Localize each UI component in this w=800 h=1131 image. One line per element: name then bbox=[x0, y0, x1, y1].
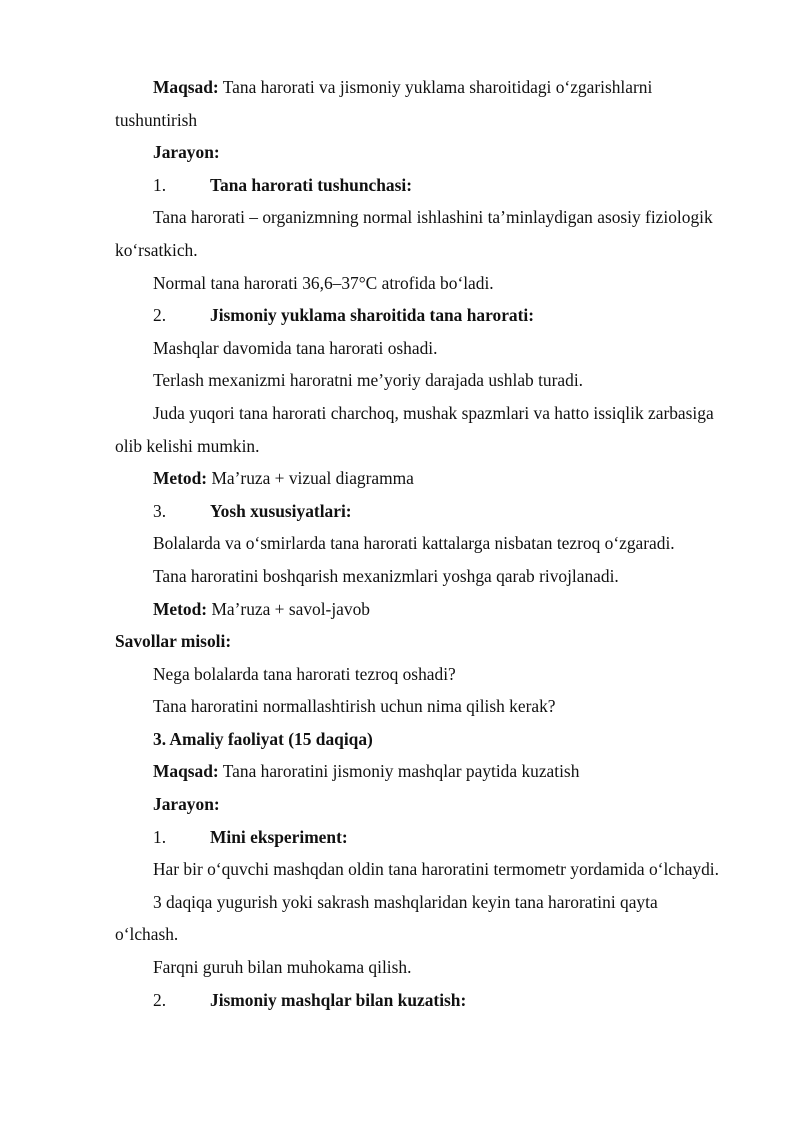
process-label: Jarayon: bbox=[153, 142, 220, 163]
practical-label: 3. Amaliy faoliyat (15 daqiqa) bbox=[153, 728, 373, 749]
method-text: Ma’ruza + savol-javob bbox=[207, 598, 370, 619]
process-heading bbox=[115, 136, 725, 169]
method-label: Metod: bbox=[153, 598, 208, 619]
body-paragraph: Har bir o‘quvchi mashqdan oldin tana haroratini termometr yordamida o‘lchaydi. bbox=[153, 859, 719, 880]
goal-paragraph bbox=[115, 755, 725, 788]
section-1-heading bbox=[115, 169, 725, 202]
question-item: Tana haroratini normallashtirish uchun nima qilish kerak? bbox=[153, 696, 556, 717]
section-number: 3. bbox=[153, 500, 167, 521]
practical-heading bbox=[115, 723, 725, 756]
body-paragraph: Terlash mexanizmi haroratni me’yoriy darajada ushlab turadi. bbox=[153, 370, 584, 391]
method-label: Metod: bbox=[153, 468, 208, 489]
process-label: Jarayon: bbox=[153, 794, 220, 815]
section-number: 1. bbox=[153, 174, 167, 195]
method-paragraph bbox=[115, 462, 725, 495]
step-2-heading bbox=[115, 984, 725, 1017]
step-title: Jismoniy mashqlar bilan kuzatish: bbox=[210, 989, 467, 1010]
questions-label: Savollar misoli: bbox=[115, 631, 232, 652]
section-title: Yosh xususiyatlari: bbox=[210, 500, 352, 521]
goal-label: Maqsad: bbox=[153, 761, 219, 782]
document-body bbox=[115, 71, 725, 1016]
body-paragraph: Tana haroratini boshqarish mexanizmlari yoshga qarab rivojlanadi. bbox=[153, 565, 619, 586]
section-2-heading bbox=[115, 299, 725, 332]
goal-text: Tana haroratini jismoniy mashqlar paytida kuzatish bbox=[218, 761, 580, 782]
step-1-heading bbox=[115, 821, 725, 854]
method-paragraph bbox=[115, 593, 725, 626]
step-number: 2. bbox=[153, 989, 167, 1010]
section-number: 2. bbox=[153, 305, 167, 326]
goal-text: Tana harorati va jismoniy yuklama sharoitidagi o‘zgarishlarni tushuntirish bbox=[115, 77, 653, 130]
step-number: 1. bbox=[153, 826, 167, 847]
body-paragraph: Bolalarda va o‘smirlarda tana harorati kattalarga nisbatan tezroq o‘zgaradi. bbox=[153, 533, 675, 554]
question-item: Nega bolalarda tana harorati tezroq oshadi? bbox=[153, 663, 456, 684]
body-paragraph: Juda yuqori tana harorati charchoq, mushak spazmlari va hatto issiqlik zarbasiga olib kelishi mumkin. bbox=[115, 402, 714, 456]
body-paragraph: Farqni guruh bilan muhokama qilish. bbox=[153, 957, 412, 978]
process-heading bbox=[115, 788, 725, 821]
goal-paragraph bbox=[115, 71, 725, 136]
section-title: Tana harorati tushunchasi: bbox=[210, 174, 412, 195]
questions-heading bbox=[115, 625, 725, 658]
body-paragraph: Mashqlar davomida tana harorati oshadi. bbox=[153, 337, 438, 358]
body-paragraph: 3 daqiqa yugurish yoki sakrash mashqlaridan keyin tana haroratini qayta o‘lchash. bbox=[115, 891, 658, 945]
section-3-heading bbox=[115, 495, 725, 528]
method-text: Ma’ruza + vizual diagramma bbox=[207, 468, 414, 489]
section-title: Jismoniy yuklama sharoitida tana harorati: bbox=[210, 305, 535, 326]
step-title: Mini eksperiment: bbox=[210, 826, 348, 847]
body-paragraph: Tana harorati – organizmning normal ishlashini ta’minlaydigan asosiy fiziologik ko‘rsatkich. bbox=[115, 207, 713, 260]
goal-label: Maqsad: bbox=[153, 77, 219, 97]
body-paragraph: Normal tana harorati 36,6–37°C atrofida bo‘ladi. bbox=[153, 272, 494, 293]
